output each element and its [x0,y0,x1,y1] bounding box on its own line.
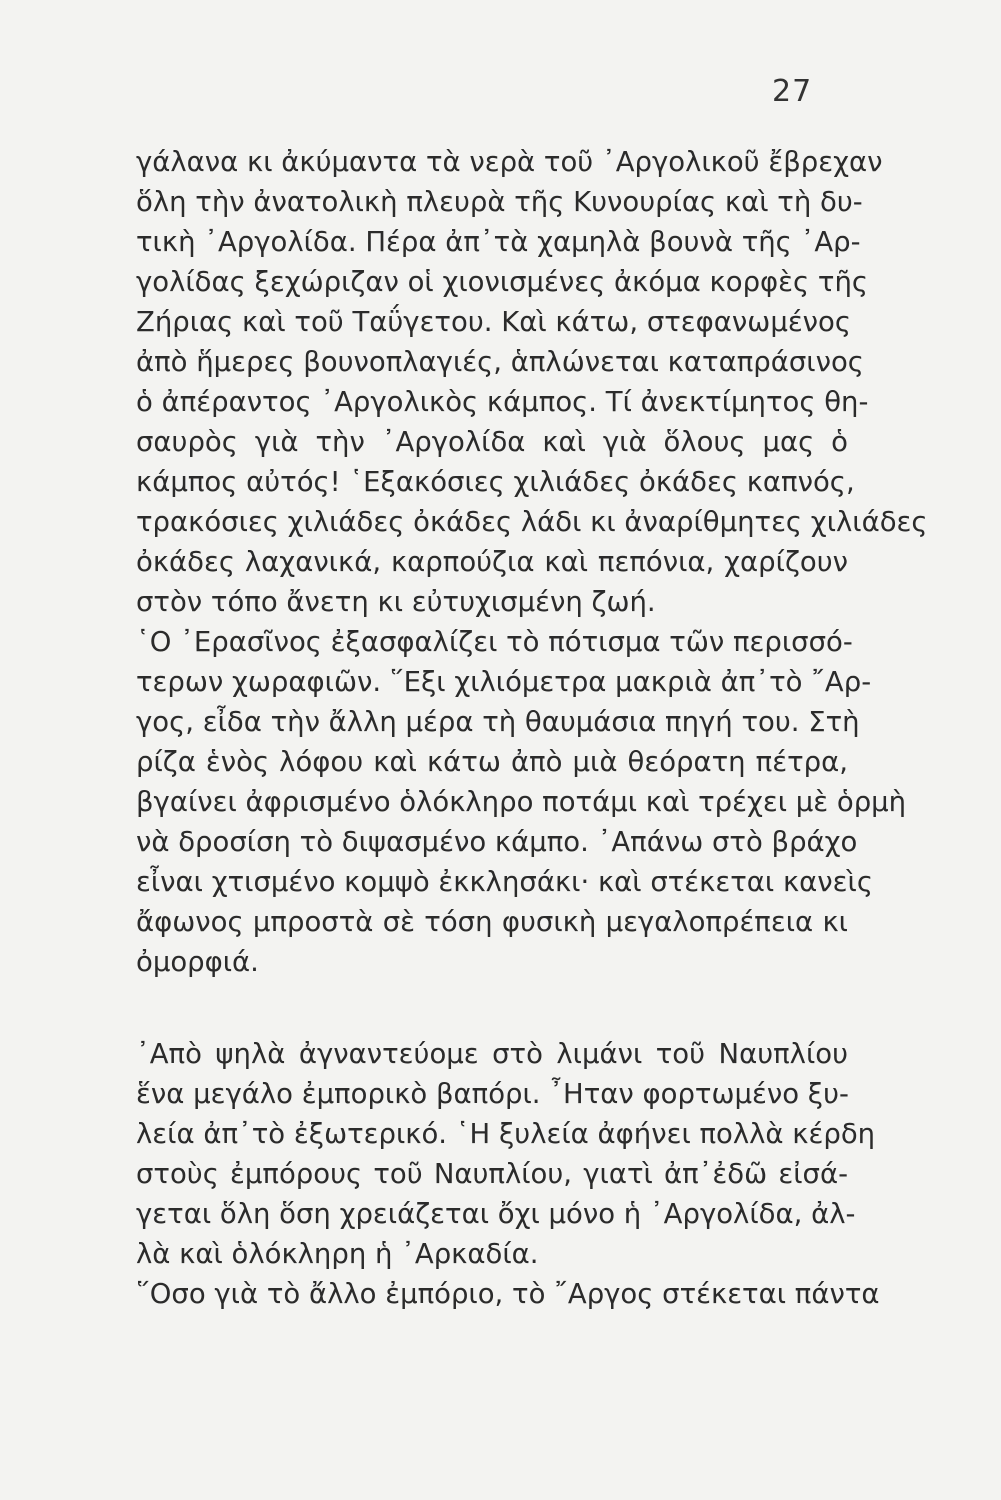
text-line: ῞Οσο γιὰ τὸ ἄλλο ἐμπόριο, τὸ ῎Αργος στέκεται πάντα [136,1278,880,1310]
text-line: ῾Ο ᾿Ερασῖνος ἐξασφαλίζει τὸ πότισμα τῶν περισσό- [136,626,853,658]
text-line: ἀπὸ ἥμερες βουνοπλαγιές, ἁπλώνεται καταπράσινος [136,346,864,378]
text-line: ρίζα ἑνὸς λόφου καὶ κάτω ἀπὸ μιὰ θεόρατη πέτρα, [136,746,848,778]
text-line: γολίδας ξεχώριζαν οἱ χιονισμένες ἀκόμα κορφὲς τῆς [136,266,869,298]
text-line: Ζήριας καὶ τοῦ Ταΰγετου. Καὶ κάτω, στεφανωμένος [136,306,852,338]
text-line: στὸν τόπο ἄνετη κι εὐτυχισμένη ζωή. [136,586,656,618]
text-line: ὀμορφιά. [136,946,259,978]
text-line: ἕνα μεγάλο ἐμπορικὸ βαπόρι. ῏Ηταν φορτωμένο ξυ- [136,1078,849,1110]
page-number: 27 [772,74,813,109]
text-line: ᾿Απὸ ψηλὰ ἀγναντεύομε στὸ λιμάνι τοῦ Ναυπλίου [136,1038,848,1070]
text-line: σαυρὸς γιὰ τὴν ᾿Αργολίδα καὶ γιὰ ὅλους μας ὁ [136,426,848,458]
text-line: γάλανα κι ἀκύμαντα τὰ νερὰ τοῦ ᾿Αργολικοῦ ἔβρεχαν [136,146,883,178]
text-line: εἶναι χτισμένο κομψὸ ἐκκλησάκι· καὶ στέκεται κανεὶς [136,866,873,898]
text-line: κάμπος αὐτός! ῾Εξακόσιες χιλιάδες ὀκάδες καπνός, [136,466,855,498]
text-line: ὅλη τὴν ἀνατολικὴ πλευρὰ τῆς Κυνουρίας καὶ τὴ δυ- [136,186,863,218]
text-line: ὁ ἀπέραντος ᾿Αργολικὸς κάμπος. Τί ἀνεκτίμητος θη- [136,386,869,418]
text-line: βγαίνει ἀφρισμένο ὁλόκληρο ποτάμι καὶ τρέχει μὲ ὁρμὴ [136,786,907,818]
text-line: λεία ἀπ᾿τὸ ἐξωτερικό. ῾Η ξυλεία ἀφήνει πολλὰ κέρδη [136,1118,876,1150]
text-line: γος, εἶδα τὴν ἄλλη μέρα τὴ θαυμάσια πηγή του. Στὴ [136,706,860,738]
text-line: γεται ὅλη ὅση χρειάζεται ὄχι μόνο ἡ ᾿Αργολίδα, ἀλ- [136,1198,856,1230]
text-line: λὰ καὶ ὁλόκληρη ἡ ᾿Αρκαδία. [136,1238,539,1270]
text-line: τρακόσιες χιλιάδες ὀκάδες λάδι κι ἀναρίθμητες χιλιάδες [136,506,928,538]
text-line: τερων χωραφιῶν. ῞Εξι χιλιόμετρα μακριὰ ἀπ᾿τὸ ῎Αρ- [136,666,872,698]
text-line: στοὺς ἐμπόρους τοῦ Ναυπλίου, γιατὶ ἀπ᾿ἐδῶ εἰσά- [136,1158,848,1190]
text-line: ὀκάδες λαχανικά, καρπούζια καὶ πεπόνια, χαρίζουν [136,546,848,578]
text-line: ἄφωνος μπροστὰ σὲ τόση φυσικὴ μεγαλοπρέπεια κι [136,906,848,938]
text-line: τικὴ ᾿Αργολίδα. Πέρα ἀπ᾿τὰ χαμηλὰ βουνὰ τῆς ᾿Αρ- [136,226,861,258]
text-line: νὰ δροσίση τὸ διψασμένο κάμπο. ᾿Απάνω στὸ βράχο [136,826,858,858]
